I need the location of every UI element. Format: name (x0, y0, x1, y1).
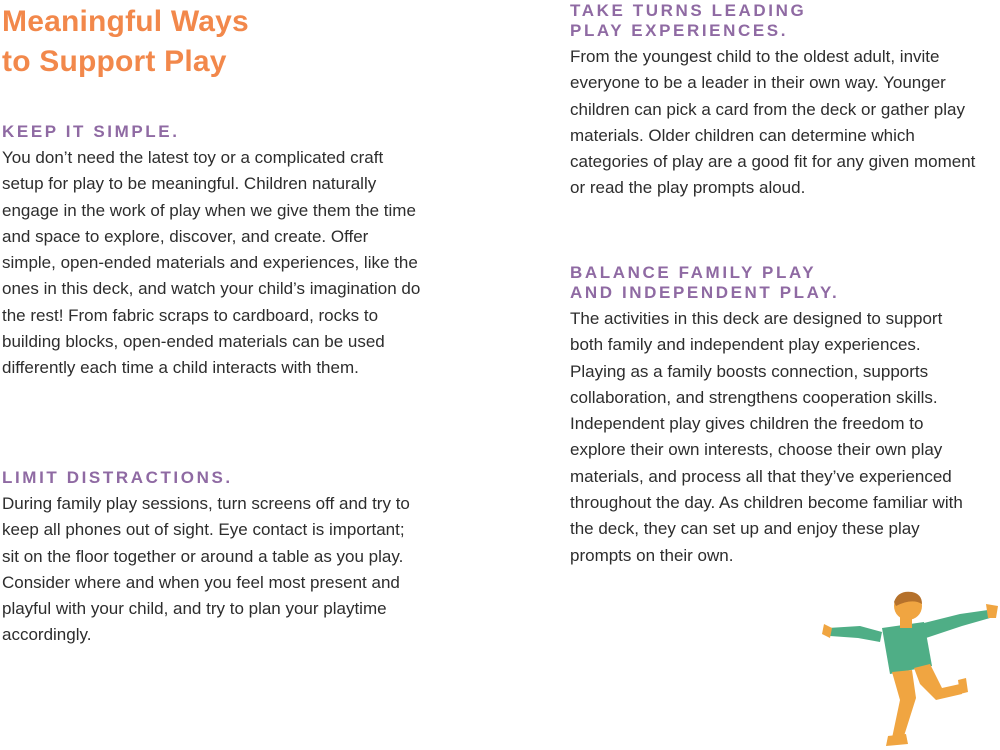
page-title-line1: Meaningful Ways (2, 5, 249, 38)
section-heading (570, 1, 990, 41)
child-right-leg (914, 664, 962, 700)
section-take-turns-leading (570, 1, 990, 202)
section-limit-distractions (2, 468, 422, 649)
page-title-line2: to Support Play (2, 45, 227, 78)
child-left-leg (892, 670, 916, 738)
section-heading-line: LIMIT DISTRACTIONS. (2, 468, 233, 487)
section-body: You don’t need the latest toy or a complicated craft setup for play to be meaningful. Children naturally engage in the work of play when we give them the time and space to explore, discover, and create. Offer simple, open-ended materials and experiences, like the ones in this deck, and watch your child’s imagination do the rest! From fabric scraps to cardboard, rocks to building blocks, open-ended materials can be used differently each time a child interacts with them. (2, 148, 421, 378)
section-heading (2, 468, 422, 488)
section-heading-line: PLAY EXPERIENCES. (570, 21, 789, 40)
child-right-hand (986, 604, 998, 618)
section-body: From the youngest child to the oldest adult, invite everyone to be a leader in their own way. Younger children can pick a card from the deck or gather play materials. Older children can determine which categories of play are a good fit for any given moment or read the play prompts aloud. (570, 47, 976, 198)
section-heading-line: AND INDEPENDENT PLAY. (570, 283, 840, 302)
child-right-arm (920, 610, 990, 638)
section-balance-family-play (570, 263, 980, 569)
section-heading-line: TAKE TURNS LEADING (570, 1, 807, 20)
child-jumping-illustration (820, 588, 1000, 748)
section-heading-line: KEEP IT SIMPLE. (2, 122, 180, 141)
section-heading (2, 122, 422, 142)
section-keep-it-simple (2, 122, 422, 382)
section-heading-line: BALANCE FAMILY PLAY (570, 263, 817, 282)
child-left-arm (828, 626, 882, 642)
page-title (2, 2, 422, 82)
section-body: The activities in this deck are designed to support both family and independent play experiences. Playing as a family boosts connection, supports collaboration, and strengthens cooperation skills. Independent play gives children the freedom to explore their own interests, choose their own play materials, and process all that they’ve experienced throughout the day. As children become familiar with the deck, they can set up and enjoy these play prompts on their own. (570, 309, 963, 565)
section-heading (570, 263, 980, 303)
section-body: During family play sessions, turn screens off and try to keep all phones out of sight. Eye contact is important; sit on the floor together or around a table as you play. Consider where and when you feel most present and playful with your child, and try to plan your playtime accordingly. (2, 494, 410, 645)
child-left-foot (886, 734, 908, 746)
